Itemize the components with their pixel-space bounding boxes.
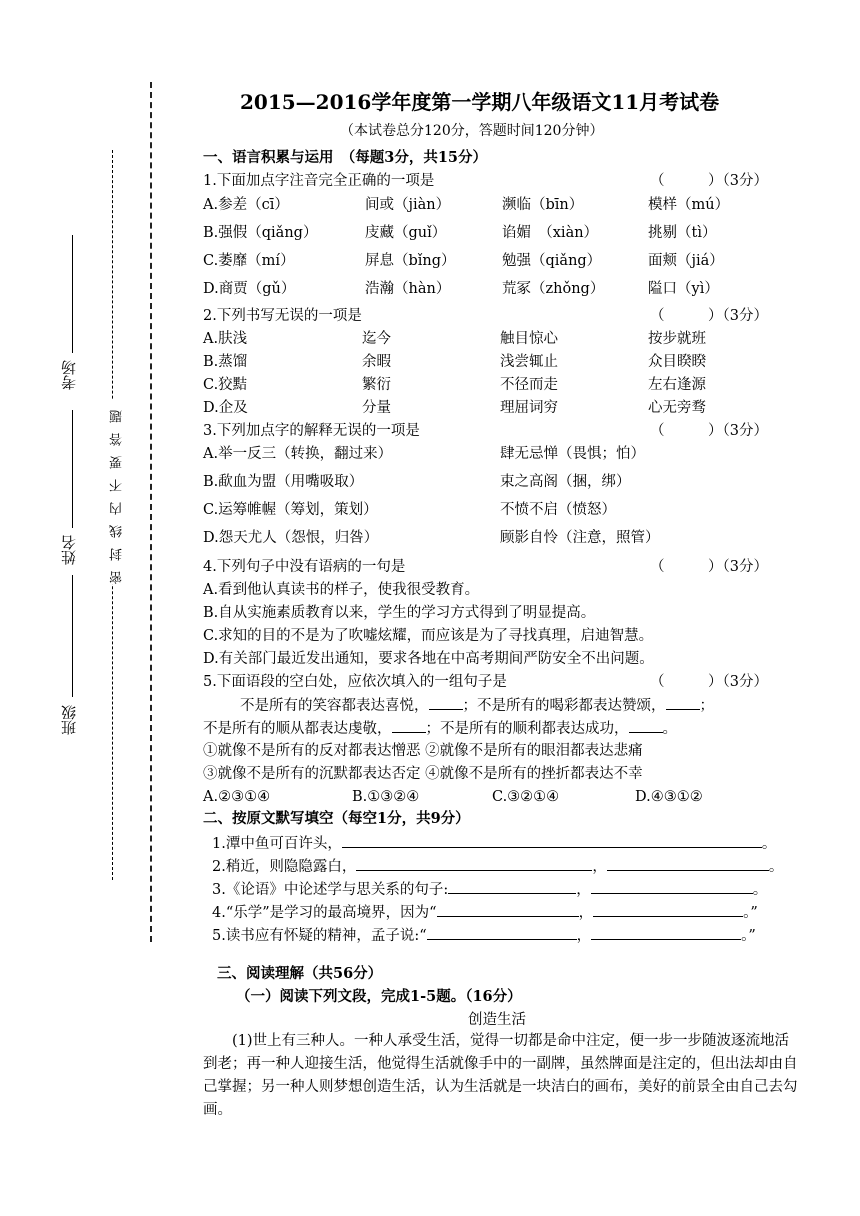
q3-b1: B.歃血为盟（用嘴吸取） xyxy=(203,474,364,490)
fill-item-4-end: 。” xyxy=(743,905,758,921)
q2-d3: 理屈词穷 xyxy=(500,400,558,416)
q2-c2: 繁衍 xyxy=(362,377,391,393)
q5-passage-line2 xyxy=(203,717,677,740)
q5-blank-2[interactable] xyxy=(666,694,700,710)
class-field[interactable] xyxy=(72,575,73,697)
name-field[interactable] xyxy=(72,410,73,528)
q4-stem: 4.下列句子中没有语病的一句是 xyxy=(203,559,406,575)
q1-answer-paren[interactable]: （ ）（3分） xyxy=(650,173,768,189)
fill-blank-5b[interactable] xyxy=(591,924,741,940)
q3-c1: C.运筹帷幄（筹划，策划） xyxy=(203,502,378,518)
fill-item-1-text: 1.潭中鱼可百许头， xyxy=(212,836,342,852)
q5-text-2b: ；不是所有的顺利都表达成功， xyxy=(425,721,629,737)
q3-d1: D.怨天尤人（怨恨，归咎） xyxy=(203,530,379,546)
q1-b3: 谄媚 （xiàn） xyxy=(502,225,599,241)
q4-option-b: B.自从实施素质教育以来，学生的学习方式得到了明显提高。 xyxy=(203,605,596,621)
q4-option-d: D.有关部门最近发出通知，要求各地在中高考期间严防安全不出问题。 xyxy=(203,651,654,667)
fill-item-4-mid: ， xyxy=(578,905,594,921)
exam-subtitle: （本试卷总分120分，答题时间120分钟） xyxy=(340,123,604,139)
q2-b4: 众目睽睽 xyxy=(648,354,706,370)
section1-heading: 一、语言积累与运用 （每题3分，共15分） xyxy=(203,149,488,166)
q1-stem: 1.下面加点字注音完全正确的一项是 xyxy=(203,173,435,189)
fill-item-5-mid: ， xyxy=(576,928,592,944)
q2-b3: 浅尝辄止 xyxy=(500,354,558,370)
fill-item-2 xyxy=(212,855,783,878)
seal-instruction: 密封线内不要答题 xyxy=(110,400,125,584)
q5-text-1a: 不是所有的笑容都表达喜悦， xyxy=(240,698,429,714)
room-field[interactable] xyxy=(72,235,73,353)
q1-d2: 浩瀚（hàn） xyxy=(365,281,451,297)
fill-item-3-end: 。 xyxy=(752,882,768,898)
q3-d2: 顾影自怜（注意，照管） xyxy=(500,530,660,546)
fill-item-4-text: 4.“乐学”是学习的最高境界，因为“ xyxy=(212,905,437,921)
q5-answer-c: C.③②①④ xyxy=(492,789,560,805)
section2-heading: 二、按原文默写填空（每空1分，共9分） xyxy=(203,810,470,827)
q5-passage-line1 xyxy=(240,694,714,717)
fill-item-2-end: 。 xyxy=(768,859,784,875)
fill-item-3 xyxy=(212,878,767,901)
fill-blank-1[interactable] xyxy=(342,832,762,848)
q1-c4: 面颊（jiá） xyxy=(648,253,724,269)
fill-item-3-mid: ， xyxy=(576,882,591,898)
section3-subheading: （一）阅读下列文段，完成1-5题。（16分） xyxy=(236,988,522,1005)
q2-a2: 迄今 xyxy=(362,331,391,347)
q3-a1: A.举一反三（转换，翻过来） xyxy=(203,446,393,462)
q1-b1: B.强假（qiǎng） xyxy=(203,225,318,241)
q2-c1: C.狡黠 xyxy=(203,377,248,393)
q5-text-1b: ；不是所有的喝彩都表达赞颂， xyxy=(462,698,666,714)
q1-c2: 屏息（bǐng） xyxy=(365,253,456,269)
q5-stem: 5.下面语段的空白处，应依次填入的一组句子是 xyxy=(203,674,507,690)
q4-option-c: C.求知的目的不是为了吹嘘炫耀，而应该是为了寻找真理，启迪智慧。 xyxy=(203,628,654,644)
q1-b4: 挑剔（tì） xyxy=(648,225,717,241)
fill-item-3-text: 3.《论语》中论述学与思关系的句子: xyxy=(212,882,449,898)
q2-a4: 按步就班 xyxy=(648,331,706,347)
q5-answer-a: A.②③①④ xyxy=(203,789,271,805)
q5-answer-d: D.④③①② xyxy=(635,789,703,805)
fill-item-5-text: 5.读书应有怀疑的精神，孟子说:“ xyxy=(212,928,427,944)
q5-text-2a: 不是所有的顺从都表达虔敬， xyxy=(203,721,392,737)
class-label: 班级 xyxy=(60,705,78,735)
q5-choice-line1: ①就像不是所有的反对都表达憎恶 ②就像不是所有的眼泪都表达悲痛 xyxy=(203,743,643,759)
name-label: 姓名 xyxy=(60,535,78,565)
q2-d4: 心无旁骛 xyxy=(648,400,706,416)
q1-b2: 庋藏（guǐ） xyxy=(365,225,447,241)
q2-c3: 不径而走 xyxy=(500,377,558,393)
q2-b2: 余暇 xyxy=(362,354,391,370)
fill-item-1 xyxy=(212,832,776,855)
q1-a2: 间或（jiàn） xyxy=(365,197,451,213)
q2-answer-paren[interactable]: （ ）（3分） xyxy=(650,308,768,324)
section3-heading: 三、阅读理解（共56分） xyxy=(217,965,383,982)
fill-item-1-end: 。 xyxy=(761,836,777,852)
q5-choice-line2: ③就像不是所有的沉默都表达否定 ④就像不是所有的挫折都表达不幸 xyxy=(203,766,643,782)
fill-item-5-end: 。” xyxy=(741,928,756,944)
q1-a3: 濒临（bīn） xyxy=(502,197,584,213)
room-label: 考场 xyxy=(60,360,78,390)
q1-a4: 模样（mú） xyxy=(648,197,730,213)
q1-d3: 荒冢（zhǒng） xyxy=(502,281,605,297)
q2-b1: B.蒸馏 xyxy=(203,354,248,370)
q1-a1: A.参差（cī） xyxy=(203,197,289,213)
q3-a2: 肆无忌惮（畏惧；怕） xyxy=(500,446,645,462)
passage-title: 创造生活 xyxy=(468,1012,526,1028)
q4-option-a: A.看到他认真读书的样子，使我很受教育。 xyxy=(203,582,480,598)
fill-item-4 xyxy=(212,901,758,924)
fill-item-5 xyxy=(212,924,756,947)
q2-d2: 分量 xyxy=(362,400,391,416)
passage-paragraph-1: (1)世上有三种人。一种人承受生活，觉得一切都是命中注定，便一步一步随波逐流地活到老；再一种人迎接生活，他觉得生活就像手中的一副牌，虽然牌面是注定的，但出法却由自己掌握；另一种人则梦想创造生活，认为生活就是一块洁白的画布，美好的前景全由自己去勾画。 xyxy=(203,1033,798,1118)
fill-blank-4b[interactable] xyxy=(593,901,743,917)
fill-blank-3b[interactable] xyxy=(591,878,753,894)
seal-line xyxy=(150,82,152,942)
fill-item-2-text: 2.稍近，则隐隐露白， xyxy=(212,859,357,875)
fill-blank-2b[interactable] xyxy=(607,855,769,871)
fill-blank-4a[interactable] xyxy=(437,901,579,917)
q5-text-2c: 。 xyxy=(662,721,677,737)
fill-blank-2a[interactable] xyxy=(356,855,592,871)
q1-c1: C.萎靡（mí） xyxy=(203,253,295,269)
q3-b2: 束之高阁（捆，绑） xyxy=(500,474,631,490)
q1-c3: 勉强（qiǎng） xyxy=(502,253,602,269)
fill-blank-3a[interactable] xyxy=(448,878,576,894)
q2-a3: 触目惊心 xyxy=(500,331,558,347)
fill-item-2-mid: ， xyxy=(592,859,607,875)
q5-answer-b: B.①③②④ xyxy=(352,789,420,805)
q5-text-1c: ； xyxy=(699,698,714,714)
q5-blank-3[interactable] xyxy=(392,717,426,733)
q3-answer-paren[interactable]: （ ）（3分） xyxy=(650,423,768,439)
q2-c4: 左右逢源 xyxy=(648,377,706,393)
q5-blank-1[interactable] xyxy=(429,694,463,710)
q1-d4: 隘口（yì） xyxy=(648,281,719,297)
q2-a1: A.肤浅 xyxy=(203,331,248,347)
q1-d1: D.商贾（gǔ） xyxy=(203,281,296,297)
exam-title: 2015—2016学年度第一学期八年级语文11月考试卷 xyxy=(240,90,720,114)
q3-stem: 3.下列加点字的解释无误的一项是 xyxy=(203,423,420,439)
q2-stem: 2.下列书写无误的一项是 xyxy=(203,308,362,324)
q5-blank-4[interactable] xyxy=(629,717,663,733)
q5-answer-paren[interactable]: （ ）（3分） xyxy=(650,674,768,690)
q2-d1: D.企及 xyxy=(203,400,248,416)
q4-answer-paren[interactable]: （ ）（3分） xyxy=(650,559,768,575)
fill-blank-5a[interactable] xyxy=(427,924,577,940)
q3-c2: 不愤不启（愤怒） xyxy=(500,502,616,518)
